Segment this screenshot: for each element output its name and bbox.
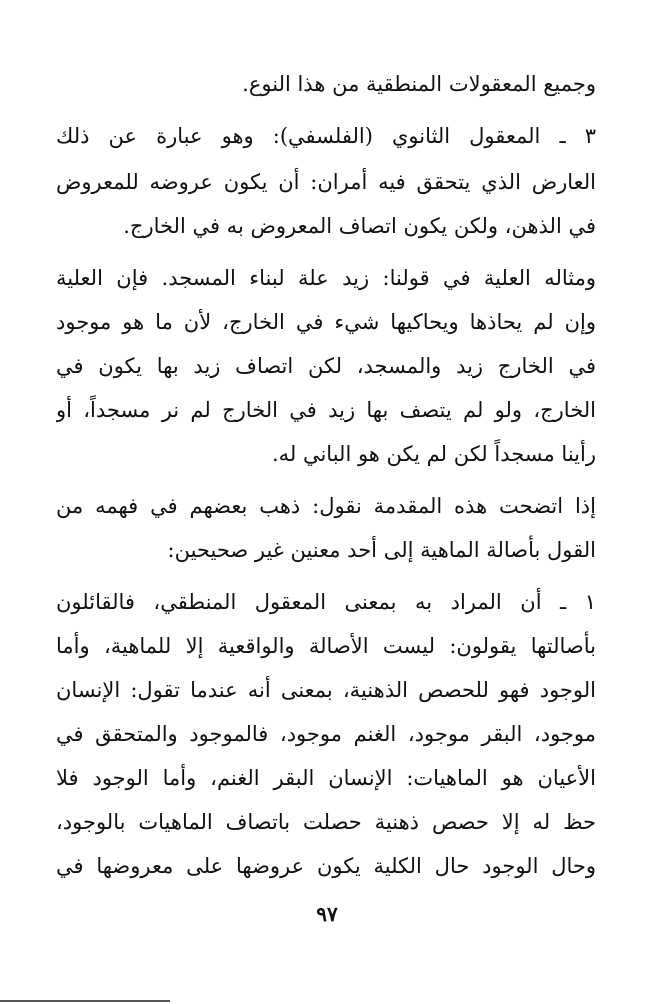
text-line-8: الخارج، ولو لم يتصف بها زيد في الخارج لم نر مسجداً، أو (56, 398, 596, 422)
text-line-16: الأعيان هو الماهيات: الإنسان البقر الغنم، وأما الوجود فلا (56, 766, 596, 790)
page-number: ٩٧ (316, 902, 338, 926)
text-line-12: ١ ـ أن المراد به بمعنى المعقول المنطقي، فالقائلون (56, 590, 596, 614)
text-line-17: حظ له إلا حصص ذهنية حصلت باتصاف الماهيات بالوجود، (56, 810, 596, 834)
text-line-2: ٣ ـ المعقول الثانوي (الفلسفي): وهو عبارة عن ذلك (56, 124, 596, 148)
text-line-9: رأينا مسجداً لكن لم يكن هو الباني له. (271, 442, 596, 466)
text-line-11: القول بأصالة الماهية إلى أحد معنين غير صحيحين: (167, 538, 596, 562)
text-line-15: موجود، البقر موجود، الغنم موجود، فالموجود والمتحقق في (56, 722, 596, 746)
text-line-5: ومثاله العلية في قولنا: زيد علة لبناء المسجد. فإن العلية (56, 266, 596, 290)
text-line-1: وجميع المعقولات المنطقية من هذا النوع. (242, 72, 596, 96)
text-line-7: في الخارج زيد والمسجد، لكن اتصاف زيد بها يكون في (56, 354, 596, 378)
text-line-6: وإن لم يحاذها ويحاكيها شيء في الخارج، لأن ما هو موجود (56, 310, 596, 334)
text-line-4: في الذهن، ولكن يكون اتصاف المعروض به في الخارج. (123, 214, 596, 238)
bottom-divider (0, 1000, 170, 1002)
text-line-18: وحال الوجود حال الكلية يكون عروضها على معروضها في (56, 854, 596, 878)
text-line-10: إذا اتضحت هذه المقدمة نقول: ذهب بعضهم في فهمه من (56, 494, 596, 518)
text-line-3: العارض الذي يتحقق فيه أمران: أن يكون عروضه للمعروض (56, 170, 596, 194)
text-line-14: الوجود فهو للحصص الذهنية، بمعنى أنه عندما تقول: الإنسان (56, 678, 596, 702)
text-line-13: بأصالتها يقولون: ليست الأصالة والواقعية إلا للماهية، وأما (56, 634, 596, 658)
